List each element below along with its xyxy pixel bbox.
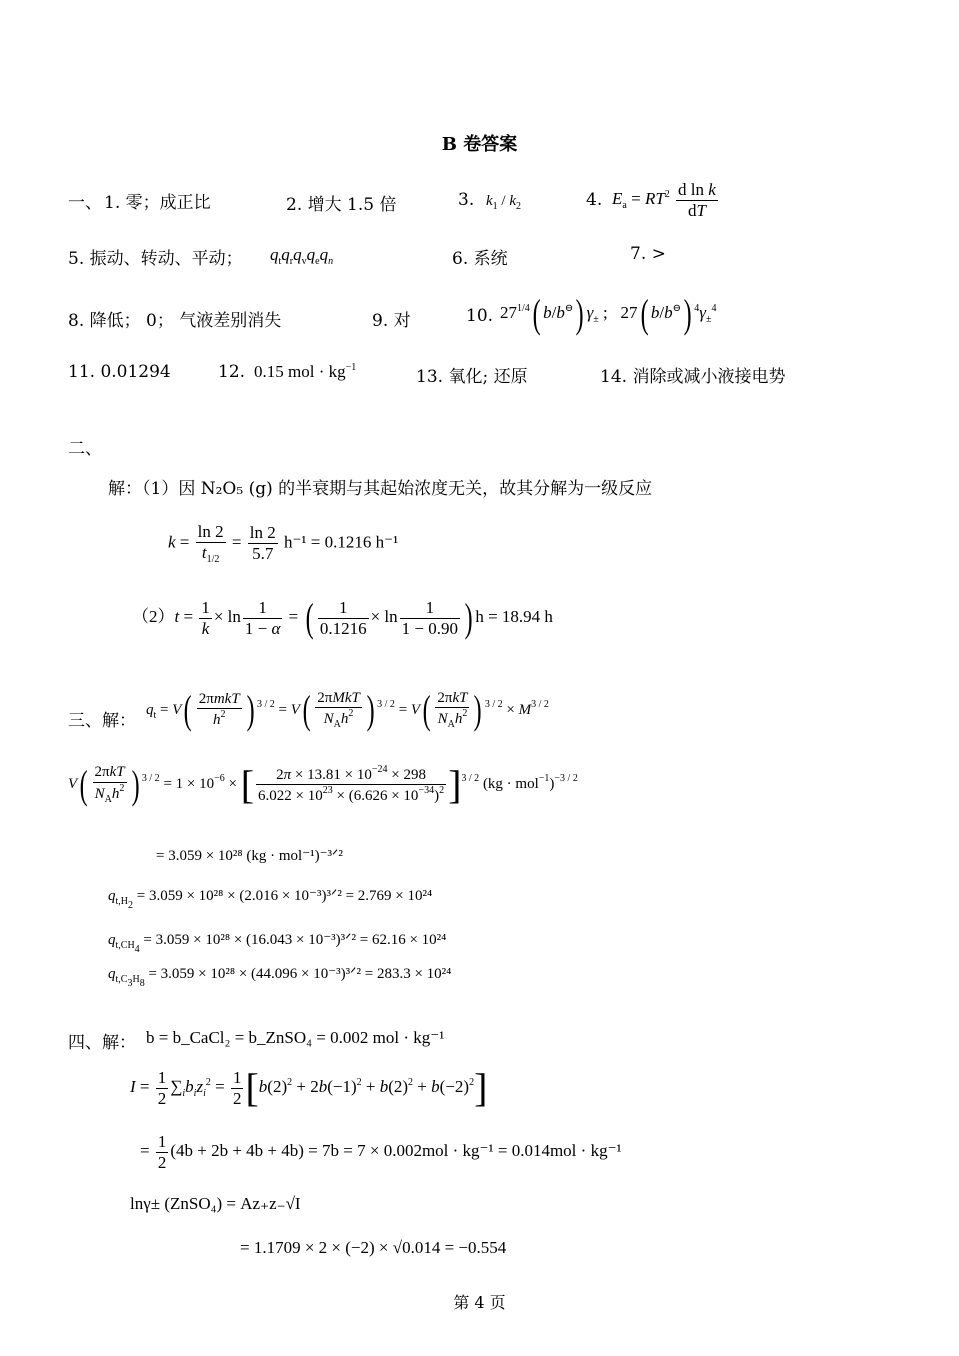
answer-5-formula: $q_tq_rq_vq_eq_n$ xyxy=(270,245,334,267)
section3-eq2: V( $\frac{\text{2πkT}}{N_Ah^2}$ ) $^{3 / 2} = 1 \times 10^{-6}$ × [ $\frac{2\pi \times 13.81 \times 10^{-24} \times 298}{6.022 \times 10^{23} \times (6.626 \times 10^{-34})^2}$ ]$^{3 / 2}$ (kg · mol$^{-1}$)$^{-3 / 2}$ xyxy=(68,761,578,807)
section2-text: 解：（1）因 N₂O₅ (g) 的半衰期与其起始浓度无关，故其分解为一级反应 xyxy=(108,479,653,499)
answer-4-formula: $E_a = RT^2$ $\frac{\text{d ln k}}{dT}$ xyxy=(612,180,716,220)
answer-9: 9. 对 xyxy=(372,311,411,331)
section1-label: 一、 xyxy=(68,193,102,213)
section4-ln-line1: lnγ± (ZnSO₄) = Az₊z₋√I xyxy=(130,1194,301,1213)
section3-eq3: = 3.059 × 10²⁸ (kg · mol⁻¹)⁻³ᐟ² xyxy=(156,848,343,864)
answer-1: 1. 零；成正比 xyxy=(104,193,211,213)
answer-2: 2. 增大 1.5 倍 xyxy=(286,195,397,215)
answer-13: 13. 氧化; 还原 xyxy=(416,367,528,387)
answer-4-number: 4. xyxy=(586,190,603,210)
answer-10-number: 10. xyxy=(466,306,494,326)
answer-11: 11. 0.01294 xyxy=(68,362,171,382)
section4-I-line1: I = $\frac{1}{2}$ $\sum_ib_iz_i^2$ = $\frac{1}{2}$ $[b(2)^2 + 2b(-1)^2 + b(2)^2 + b(-2)^2]$ xyxy=(130,1065,488,1111)
section3-qCH4: $q_{t,CH_4} = 3.059 \times 10^{28} \times (16.043$ × 10⁻³)³ᐟ² = 62.16 × 10²⁴ xyxy=(108,932,447,955)
page-title: B 卷答案 xyxy=(441,134,518,155)
answer-6: 6. 系统 xyxy=(452,249,508,269)
answer-14: 14. 消除或减小液接电势 xyxy=(600,367,786,387)
section2-eq1: k = $\frac{\ln 2}{t_{1/2}}$ = $\frac{\ln 2}{5.7}$ h⁻¹ = 0.1216 h⁻¹ xyxy=(168,522,399,565)
answer-7: 7. > xyxy=(630,244,666,264)
section3-eq1: $q_t = V$( $\frac{\text{2πmkT}}{h^2}$ ) $^{3 / 2}$ = V( $\frac{\text{2πMkT}}{N_Ah^2}$ ) $^{3 / 2}$ = V( $\frac{\text{2πkT}}{N_Ah^2}$ ) $^{3 / 2} \times M^{3 / 2}$ xyxy=(146,687,549,733)
answer-8: 8. 降低； 0； 气液差别消失 xyxy=(68,311,282,331)
section2-label: 二、 xyxy=(68,439,102,459)
answer-12-number: 12. xyxy=(218,362,246,382)
section4-I-line2: = $\frac{1}{2}$ (4b + 2b + 4b + 4b) = 7b = 7 × 0.002mol · kg⁻¹ = 0.014mol · kg⁻¹ xyxy=(140,1132,622,1172)
section2-eq1-result: h⁻¹ = 0.1216 h⁻¹ xyxy=(283,532,399,552)
answer-3-formula: $k_1 / k_2$ xyxy=(486,193,522,212)
answer-5: 5. 振动、转动、平动； xyxy=(68,249,243,269)
section3-qC3H8: $q_{t,C_3H_8} = 3.059 \times 10^{28} \times (44.096$ × 10⁻³)³ᐟ² = 283.3 × 10²⁴ xyxy=(108,966,452,989)
section3-label: 三、解： xyxy=(68,711,136,731)
answer-3-number: 3. xyxy=(458,190,475,210)
section2-eq2-result: h = 18.94 h xyxy=(475,606,553,626)
section4-label: 四、解： xyxy=(68,1033,136,1053)
section4-ln-line2: = 1.1709 × 2 × (−2) × √0.014 = −0.554 xyxy=(240,1238,507,1257)
section3-qH2: $q_{t,H_2} = 3.059 \times 10^{28} \times (2.016$ × 10⁻³)³ᐟ² = 2.769 × 10²⁴ xyxy=(108,888,433,911)
answer-10-formula: $27^{1/4}$( b/b⊖) $\gamma_\pm$ ; 27( b/b⊖) $^4\gamma_\pm^4$ xyxy=(500,291,717,336)
answer-12-formula: 0.15 mol · $kg^{-1}$ xyxy=(254,362,357,381)
section4-b-line: b = b_CaCl₂ = b_ZnSO₄ = 0.002 mol · kg⁻¹ xyxy=(146,1028,445,1047)
section2-eq2: （2）t = $\frac{1}{k}$ × ln $\frac{1}{1 - \alpha}$ = ( $\frac{1}{0.1216}$ × ln $\frac{1}{1 - 0.90}$ ) h = 18.94 h xyxy=(132,595,553,641)
page-number: 第 4 页 xyxy=(453,1293,506,1312)
